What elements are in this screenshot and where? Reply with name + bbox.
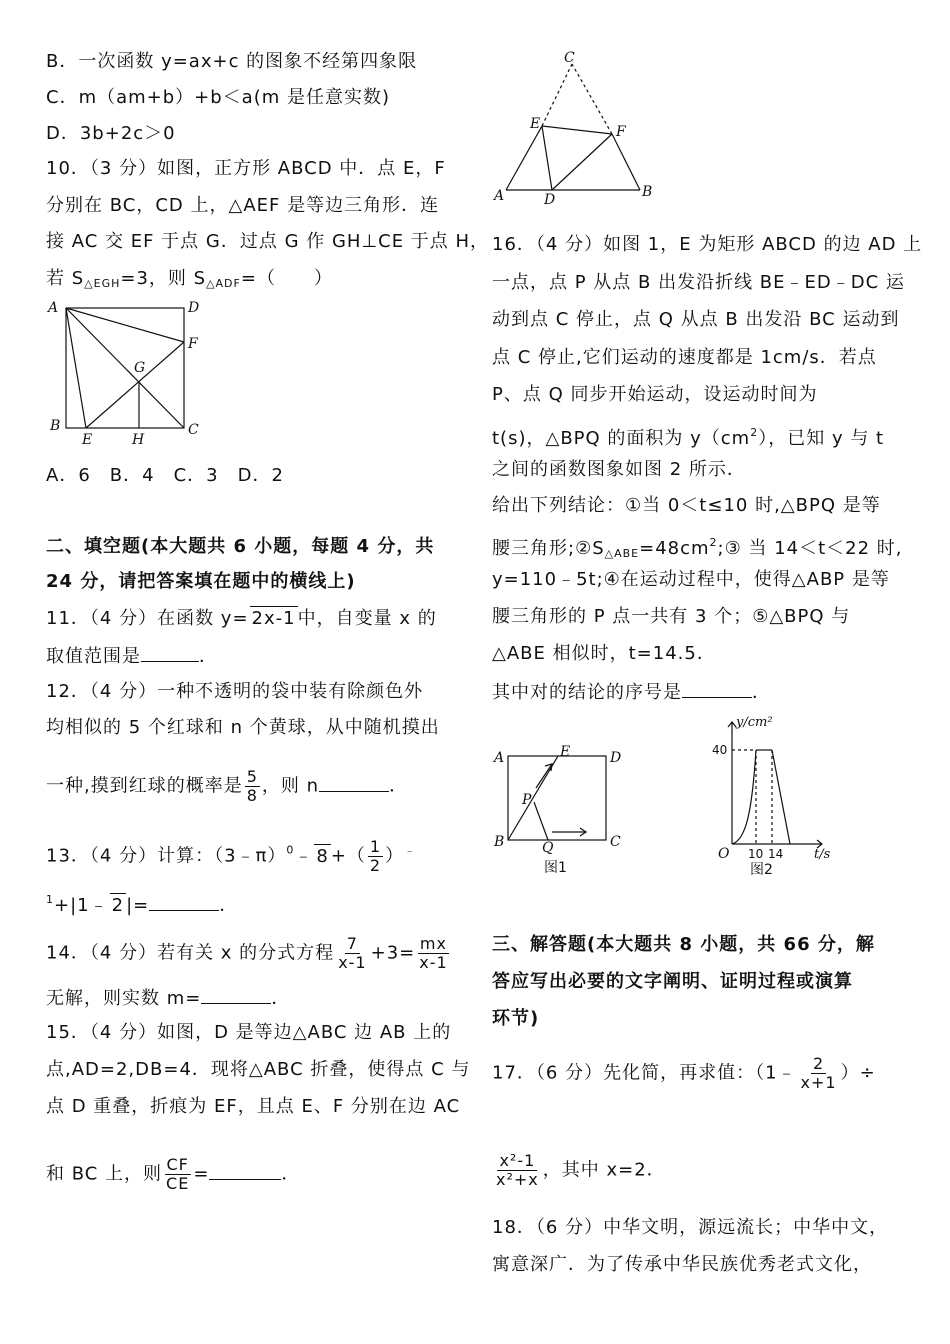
q14-text-a: 14．（4 分）若有关 x 的分式方程	[46, 942, 335, 964]
q13-den: 2	[369, 856, 382, 875]
label-e: E	[530, 116, 541, 132]
q11-end: ．	[199, 646, 218, 667]
q13-sup-minus: ﹣	[404, 843, 417, 857]
section-2-heading-1: 二、填空题(本大题共 6 小题，每题 4 分，共	[46, 536, 435, 557]
q16-line-4: 点 C 停止,它们运动的速度都是 1cm/s．若点	[492, 347, 877, 368]
section-3-heading-2: 答应写出必要的文字阐明、证明过程或演算	[492, 971, 853, 992]
label-b: B	[642, 184, 653, 200]
q11-text-a: 11．（4 分）在函数 y=	[46, 608, 249, 629]
q13-text-c: +（	[330, 845, 366, 867]
label-d: D	[188, 300, 200, 316]
segment-ef	[86, 342, 184, 428]
q16-line-10: y=110﹣5t;④在运动过程中，使得△ABP 是等	[492, 569, 890, 590]
q17-f2-num: x²-1	[499, 1151, 536, 1170]
segment-pq	[534, 802, 548, 840]
side-bf	[612, 134, 640, 190]
q11-line-1	[46, 606, 437, 631]
q13-sqrt-8: 8	[316, 845, 329, 867]
label-e: E	[82, 432, 93, 448]
label-f: F	[188, 336, 198, 352]
q16-line-2: 一点，点 P 从点 B 出发沿折线 BE﹣ED﹣DC 运	[492, 272, 905, 293]
q12-text-a: 一种,摸到红球的概率是	[46, 775, 243, 797]
q15-triangle-figure	[492, 44, 662, 210]
q16-text-b: ），已知 y 与 t	[758, 428, 885, 449]
q16-line-6	[492, 421, 884, 451]
q14-end: ．	[271, 988, 291, 1009]
q13-text-a: 13．（4 分）计算：（3﹣π）	[46, 845, 287, 867]
q10-sub-adf: △ADF	[206, 277, 241, 290]
q14-line-1	[46, 935, 452, 972]
q14-f2-den: x-1	[419, 953, 448, 972]
figure-1-caption: 图1	[544, 860, 567, 876]
q14-line-2	[46, 985, 290, 1011]
q16-text-d: =48cm	[639, 538, 710, 559]
section-2-heading-2: 24 分，请把答案填在题中的横线上)	[46, 571, 356, 592]
q17-f1-num: 2	[812, 1054, 825, 1073]
q15-text-a: 和 BC 上，则	[46, 1163, 163, 1185]
q12-line-2: 均相似的 5 个红球和 n 个黄球，从中随机摸出	[46, 717, 440, 738]
q16-line-3: 动到点 C 停止，点 Q 从点 B 出发沿 BC 运动到	[492, 309, 900, 330]
q16-text-c: 腰三角形;②S	[492, 538, 605, 559]
label-a: A	[494, 188, 505, 204]
q16-line-13	[492, 679, 771, 705]
side-ae	[506, 126, 542, 190]
q17-text-a: 17．（6 分）先化简，再求值：（1﹣	[492, 1062, 797, 1084]
q13-line-1	[46, 838, 416, 875]
q17-text-c: ，其中 x=2．	[542, 1159, 666, 1181]
label-d: D	[544, 192, 556, 208]
segment-af	[66, 308, 184, 342]
q13-text-b: ﹣	[294, 845, 314, 867]
origin-label: O	[718, 846, 730, 862]
label-a: A	[48, 300, 59, 316]
y-axis-label: y/cm²	[736, 715, 773, 730]
label-q: Q	[542, 840, 554, 856]
diagonal-ac	[66, 308, 184, 428]
q10-sub-egh: △EGH	[84, 277, 121, 290]
q12-text-b: ，则 n	[261, 775, 320, 797]
q15-num: CF	[166, 1155, 189, 1174]
section-3-heading-1: 三、解答题(本大题共 8 小题，共 66 分，解	[492, 934, 875, 955]
q16-end: ．	[752, 682, 771, 703]
q11-text-b: 中，自变量 x 的	[297, 608, 437, 629]
q13-text-d: ）	[385, 845, 405, 867]
q16-sup-2: 2	[750, 426, 759, 439]
q11-answer-blank[interactable]	[141, 643, 199, 662]
arrow-p-shaft	[536, 764, 552, 788]
q17-fraction-2	[494, 1152, 541, 1189]
q15-line-2: 点,AD=2,DB=4．现将△ABC 折叠，使得点 C 与	[46, 1059, 471, 1080]
q13-text-f: |=	[126, 895, 150, 916]
q13-end: ．	[219, 895, 239, 916]
q16-answer-blank[interactable]	[682, 679, 752, 698]
label-g: G	[134, 360, 146, 376]
q13-sqrt-2: 2	[111, 895, 125, 916]
q10-text-c: =（ ）	[240, 268, 333, 289]
q9-option-d: D．3b+2c＞0	[46, 123, 176, 144]
dashed-fc	[572, 64, 612, 134]
fold-ef	[542, 126, 612, 134]
curve-rising	[732, 750, 756, 844]
q9-option-b: B．一次函数 y=ax+c 的图象不经第四象限	[46, 51, 418, 72]
q10-text-b: =3，则 S	[120, 268, 207, 289]
q16-sup-cm2: 2	[709, 536, 718, 549]
q16-figure-1	[492, 742, 622, 878]
q13-sup-1: 1	[46, 893, 54, 906]
q12-line-1: 12．（4 分）一种不透明的袋中装有除颜色外	[46, 681, 424, 702]
x-axis-label: t/s	[814, 847, 831, 862]
q14-f1-num: 7	[346, 934, 358, 953]
q12-end: ．	[389, 775, 409, 797]
q12-fraction	[245, 768, 260, 805]
q17-f2-den: x²+x	[496, 1170, 539, 1189]
q16-sub-abe: △ABE	[604, 547, 640, 560]
dashed-ec	[542, 64, 572, 126]
q17-f1-den: x+1	[800, 1073, 837, 1092]
tick-40: 40	[712, 743, 728, 757]
q14-answer-blank[interactable]	[201, 985, 271, 1004]
figure-2-caption: 图2	[750, 862, 773, 878]
q10-line-2: 分别在 BC，CD 上，△AEF 是等边三角形．连	[46, 195, 440, 216]
q16-figure-2	[710, 712, 850, 878]
q17-text-b: ）÷	[840, 1062, 876, 1084]
q12-answer-blank[interactable]	[319, 773, 389, 792]
q11-text-c: 取值范围是	[46, 646, 141, 667]
segment-ed	[542, 126, 552, 190]
label-e: E	[560, 744, 571, 760]
label-c: C	[188, 422, 199, 438]
q16-line-11: 腰三角形的 P 点一共有 3 个；⑤△BPQ 与	[492, 606, 851, 627]
label-p: P	[522, 792, 532, 808]
q10-line-1: 10．（3 分）如图，正方形 ABCD 中．点 E，F	[46, 158, 446, 179]
q16-line-12: △ABE 相似时，t=14.5．	[492, 643, 716, 664]
q15-end: ．	[281, 1163, 301, 1185]
tick-10: 10	[748, 847, 764, 861]
q13-fraction	[368, 838, 383, 875]
label-a: A	[494, 750, 505, 766]
q14-text-mid: +3=	[370, 942, 416, 964]
q16-text-a: t(s)，△BPQ 的面积为 y（cm	[492, 428, 751, 449]
q12-num: 5	[246, 767, 258, 786]
q17-fraction-1	[799, 1055, 839, 1092]
q12-den: 8	[246, 786, 258, 805]
q15-line-1: 15．（4 分）如图，D 是等边△ABC 边 AB 上的	[46, 1022, 452, 1043]
q16-line-7: 之间的函数图象如图 2 所示．	[492, 459, 746, 480]
q10-line-3: 接 AC 交 EF 于点 G．过点 G 作 GH⊥CE 于点 H，	[46, 231, 490, 252]
q16-text-e: ;③ 当 14＜t＜22 时,	[717, 538, 903, 559]
q17-line-1	[492, 1055, 876, 1092]
section-3-heading-3: 环节)	[492, 1008, 540, 1029]
q17-line-2	[492, 1152, 666, 1189]
q14-f1-den: x-1	[338, 953, 367, 972]
q12-line-3	[46, 768, 408, 805]
q16-line-1: 16．（4 分）如图 1，E 为矩形 ABCD 的边 AD 上	[492, 234, 923, 255]
label-c: C	[564, 50, 575, 66]
q16-text-f: 其中对的结论的序号是	[492, 682, 682, 703]
label-c: C	[610, 834, 621, 850]
tick-14: 14	[768, 847, 784, 861]
q15-text-b: =	[193, 1163, 210, 1185]
q18-line-2: 寓意深广．为了传承中华民族优秀老式文化，	[492, 1254, 872, 1275]
q11-line-2	[46, 643, 218, 669]
q14-f2-num: mx	[419, 934, 447, 953]
q10-line-4	[46, 267, 333, 296]
q15-fraction	[164, 1156, 191, 1193]
segment-falling	[772, 750, 790, 844]
label-h: H	[132, 432, 145, 448]
q13-num: 1	[369, 837, 382, 856]
label-f: F	[616, 124, 626, 140]
q13-text-e: +|1﹣	[54, 895, 109, 916]
q10-options: A．6 B．4 C．3 D．2	[46, 465, 284, 486]
segment-be	[508, 756, 558, 840]
q13-sup-0: 0	[286, 843, 295, 857]
q10-square-figure	[46, 296, 216, 450]
q14-fraction-1	[336, 935, 368, 972]
q18-line-1: 18．（6 分）中华文明，源远流长；中华中文，	[492, 1217, 889, 1238]
label-d: D	[610, 750, 622, 766]
q16-line-5: P、点 Q 同步开始运动，设运动时间为	[492, 384, 818, 405]
q13-answer-blank[interactable]	[149, 892, 219, 911]
label-b: B	[494, 834, 505, 850]
q16-line-8: 给出下列结论：①当 0＜t≤10 时,△BPQ 是等	[492, 495, 881, 516]
q15-line-3: 点 D 重叠，折痕为 EF，且点 E、F 分别在边 AC	[46, 1096, 461, 1117]
q14-fraction-2	[417, 935, 449, 972]
q16-line-9	[492, 531, 903, 566]
label-b: B	[50, 418, 61, 434]
q11-sqrt: 2x-1	[251, 608, 296, 629]
q15-den: CE	[166, 1174, 190, 1193]
q15-answer-blank[interactable]	[209, 1161, 281, 1180]
q15-line-4	[46, 1156, 300, 1193]
q10-text-a: 若 S	[46, 268, 85, 289]
q13-line-2	[46, 888, 238, 918]
q9-option-c: C．m（am+b）+b＜a(m 是任意实数)	[46, 87, 391, 108]
segment-fd	[552, 134, 612, 190]
q14-text-b: 无解，则实数 m=	[46, 988, 202, 1009]
